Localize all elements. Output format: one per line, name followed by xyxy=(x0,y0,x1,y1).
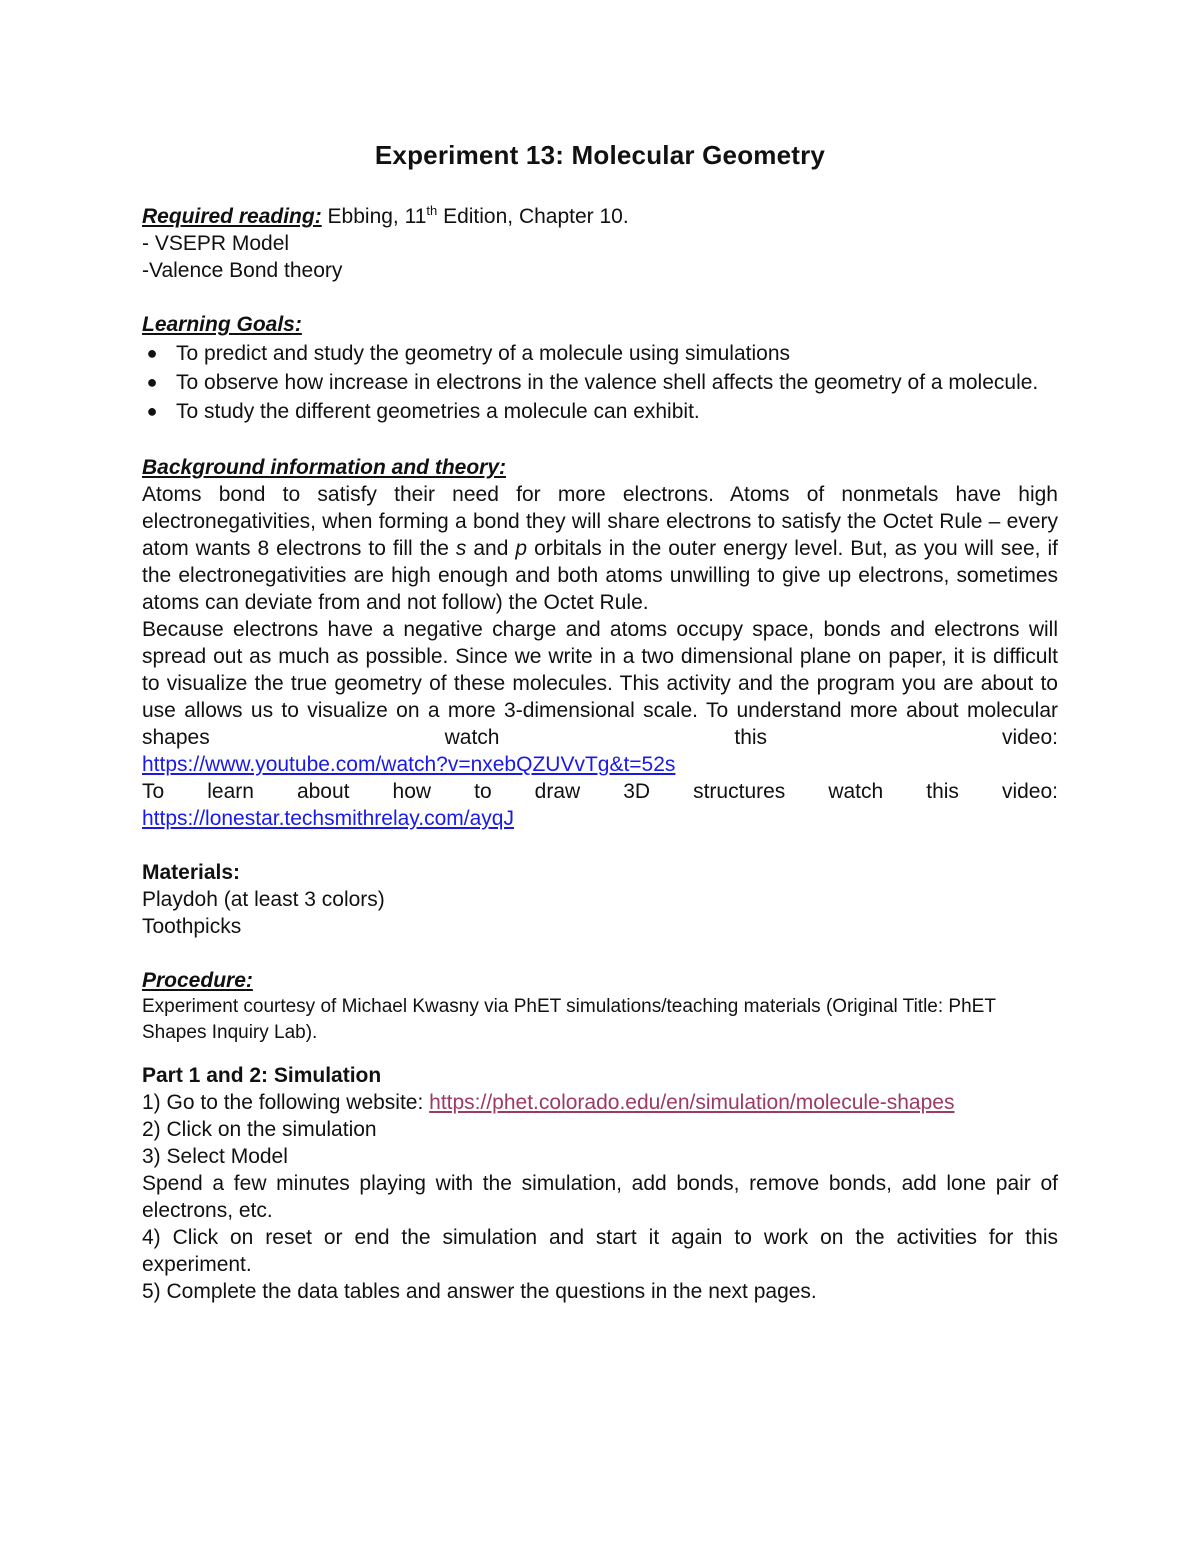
page-title: Experiment 13: Molecular Geometry xyxy=(374,140,826,170)
bullet-icon: ● xyxy=(146,372,158,392)
reading-item: - VSEPR Model xyxy=(142,232,290,255)
learning-goals-heading: Learning Goals: xyxy=(142,313,302,336)
required-reading xyxy=(142,203,1058,230)
material-item: Toothpicks xyxy=(142,915,242,938)
step-item: 1) Go to the following website: https://phet.colorado.edu/en/simulation/molecule-shapes xyxy=(142,1091,955,1114)
bullet-icon: ● xyxy=(146,401,158,421)
procedure-heading: Procedure: xyxy=(142,969,253,992)
edition-superscript: th xyxy=(426,203,438,218)
step-item: 4) Click on reset or end the simulation and start it again to work on the activities for this experiment. xyxy=(142,1226,1058,1276)
bullet-icon: ● xyxy=(146,343,158,363)
learning-goals-list xyxy=(142,340,1058,425)
techsmith-link[interactable]: https://lonestar.techsmithrelay.com/ayqJ xyxy=(142,807,514,830)
youtube-link[interactable]: https://www.youtube.com/watch?v=nxebQZUVvTg&t=52s xyxy=(142,753,676,776)
part-heading: Part 1 and 2: Simulation xyxy=(142,1064,382,1087)
step-item: Spend a few minutes playing with the simulation, add bonds, remove bonds, add lone pair of electrons, etc. xyxy=(142,1172,1058,1222)
material-item: Playdoh (at least 3 colors) xyxy=(142,888,385,911)
required-reading-text-end: Edition, Chapter 10. xyxy=(437,205,629,228)
step-item: 2) Click on the simulation xyxy=(142,1118,377,1141)
procedure-text: Experiment courtesy of Michael Kwasny via PhET simulations/teaching materials (Original Title: PhET Shapes Inquiry Lab). xyxy=(142,996,996,1043)
step-item: 5) Complete the data tables and answer the questions in the next pages. xyxy=(142,1280,817,1303)
document-page xyxy=(142,140,1058,1305)
phet-link[interactable]: https://phet.colorado.edu/en/simulation/molecule-shapes xyxy=(429,1091,955,1114)
list-item: ● To predict and study the geometry of a molecule using simulations xyxy=(142,340,1058,367)
list-item: ● To observe how increase in electrons in the valence shell affects the geometry of a molecule. xyxy=(142,369,1058,396)
reading-item: -Valence Bond theory xyxy=(142,259,343,282)
background-paragraph: Because electrons have a negative charge and atoms occupy space, bonds and electrons will spread out as much as possible. Since we write in a two dimensional plane on paper, it is difficult to visualize the true geometry of these molecules. This activity and the program you are about to use allows us to visualize on a more 3-dimensional scale. To understand more about molecular shapes watch this video: xyxy=(142,618,1058,749)
background-paragraph: Atoms bond to satisfy their need for more electrons. Atoms of nonmetals have high electronegativities, when forming a bond they will share electrons to satisfy the Octet Rule – every atom wants 8 electrons to fill the s and p orbitals in the outer energy level. But, as you will see, if the electronegativities are high enough and both atoms unwilling to give up electrons, sometimes atoms can deviate from and not follow) the Octet Rule. xyxy=(142,483,1058,614)
background-heading: Background information and theory: xyxy=(142,456,507,479)
background-paragraph: To learn about how to draw 3D structures watch this video: xyxy=(142,780,1058,803)
required-reading-text: Ebbing, 11 xyxy=(321,205,427,228)
materials-heading: Materials: xyxy=(142,861,241,884)
required-reading-label: Required reading: xyxy=(142,205,322,228)
list-item: ● To study the different geometries a molecule can exhibit. xyxy=(142,398,1058,425)
step-item: 3) Select Model xyxy=(142,1145,288,1168)
